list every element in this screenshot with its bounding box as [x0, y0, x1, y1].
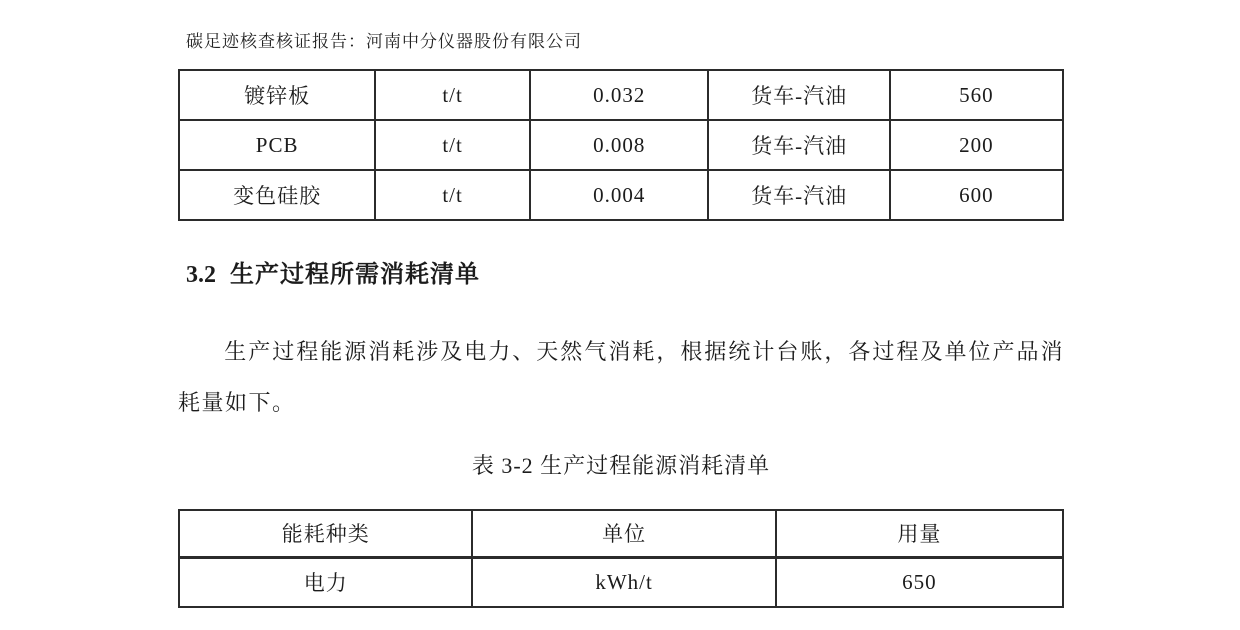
table-caption: 表 3-2 生产过程能源消耗清单	[471, 453, 771, 478]
amount-cell: 0.032	[530, 70, 709, 120]
transport-mode-cell: 货车-汽油	[708, 70, 889, 120]
material-cell: PCB	[179, 120, 375, 170]
body-paragraph: 生产过程能源消耗涉及电力、天然气消耗，根据统计台账，各过程及单位产品消耗量如下。	[178, 339, 1064, 415]
amount-cell: 0.008	[530, 120, 709, 170]
material-cell: 变色硅胶	[179, 170, 375, 220]
unit-cell: t/t	[375, 170, 530, 220]
energy-type-cell: 电力	[179, 557, 472, 607]
material-cell: 镀锌板	[179, 70, 375, 120]
energy-consumption-table	[178, 509, 1064, 608]
section-heading	[186, 254, 480, 289]
distance-cell: 600	[890, 170, 1063, 220]
report-header: 碳足迹核查核证报告：河南中分仪器股份有限公司	[186, 32, 582, 51]
unit-cell: kWh/t	[472, 557, 775, 607]
transport-mode-cell: 货车-汽油	[708, 170, 889, 220]
table-header-row	[179, 510, 1063, 557]
distance-cell: 200	[890, 120, 1063, 170]
section-number: 3.2	[186, 262, 216, 288]
energy-type-header: 能耗种类	[179, 510, 472, 557]
usage-header: 用量	[776, 510, 1063, 557]
section-title: 生产过程所需消耗清单	[230, 262, 480, 288]
unit-header: 单位	[472, 510, 775, 557]
usage-cell: 650	[776, 557, 1063, 607]
unit-cell: t/t	[375, 120, 530, 170]
transport-mode-cell: 货车-汽油	[708, 120, 889, 170]
unit-cell: t/t	[375, 70, 530, 120]
distance-cell: 560	[890, 70, 1063, 120]
material-transport-table	[178, 69, 1064, 221]
amount-cell: 0.004	[530, 170, 709, 220]
table-row	[179, 70, 1063, 120]
table-row	[179, 120, 1063, 170]
table-row	[179, 557, 1063, 607]
table-row	[179, 170, 1063, 220]
